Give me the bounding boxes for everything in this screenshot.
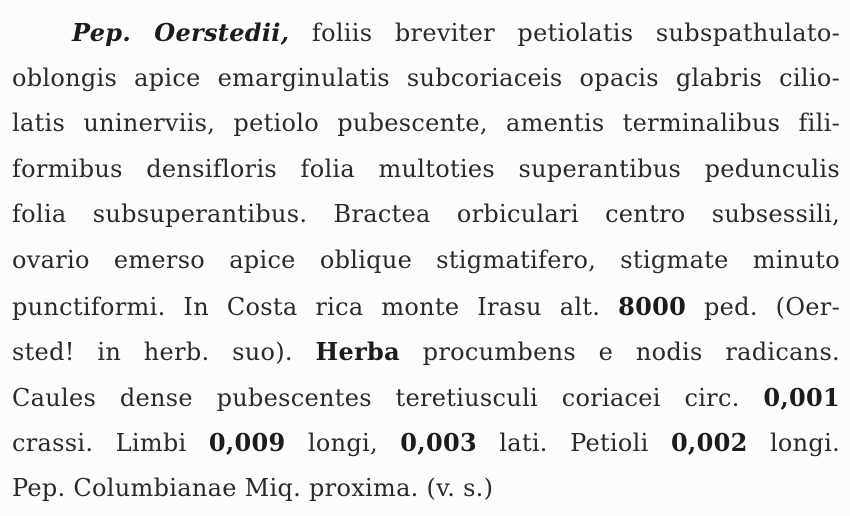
limbi-width: 0,003 <box>400 428 477 458</box>
text-line-3 <box>12 101 840 147</box>
text-line-7 <box>12 284 840 330</box>
line-10-text-d: longi. <box>747 429 840 458</box>
text-line-5 <box>12 192 840 238</box>
line-3-text: latis uninerviis, petiolo pubescente, amentis terminalibus fili- <box>12 109 840 138</box>
altitude-value: 8000 <box>618 291 687 321</box>
text-line-1 <box>12 10 840 56</box>
herba-heading: Herba <box>315 337 400 367</box>
line-11-text: Pep. Columbianae Miq. proxima. (v. s.) <box>12 473 494 502</box>
text-line-4 <box>12 147 840 193</box>
line-5-text: folia subsuperantibus. Bractea orbiculari centro subsessili, <box>12 200 840 229</box>
line-8-text-a: sted! in herb. suo). <box>12 338 316 367</box>
species-description <box>12 10 840 512</box>
text-line-9 <box>12 375 840 421</box>
limbi-length: 0,009 <box>208 428 286 458</box>
line-7-text-b: ped. (Oer- <box>686 292 840 321</box>
line-10-text-a: crassi. Limbi <box>12 429 209 458</box>
petioli-length: 0,002 <box>670 428 748 458</box>
text-line-10 <box>12 420 840 466</box>
line-4-text: formibus densifloris folia multoties superantibus pedunculis <box>12 154 840 183</box>
line-1-text: foliis breviter petiolatis subspathulato- <box>289 19 840 47</box>
line-10-text-b: longi, <box>285 429 401 458</box>
caules-measure: 0,001 <box>763 382 840 412</box>
line-9-text: Caules dense pubescentes teretiusculi coriacei circ. <box>12 383 764 412</box>
text-line-11 <box>12 466 840 512</box>
text-line-2 <box>12 56 840 102</box>
line-10-text-c: lati. Petioli <box>476 429 671 458</box>
line-7-text-a: punctiformi. In Costa rica monte Irasu alt. <box>12 292 619 321</box>
text-line-6 <box>12 238 840 284</box>
species-name: Pep. Oerstedii, <box>72 18 290 47</box>
line-2-text: oblongis apice emarginulatis subcoriaceis opacis glabris cilio- <box>12 63 840 92</box>
line-6-text: ovario emerso apice oblique stigmatifero, stigmate minuto <box>12 245 840 274</box>
text-line-8 <box>12 329 840 375</box>
line-8-text-b: procumbens e nodis radicans. <box>399 338 840 367</box>
